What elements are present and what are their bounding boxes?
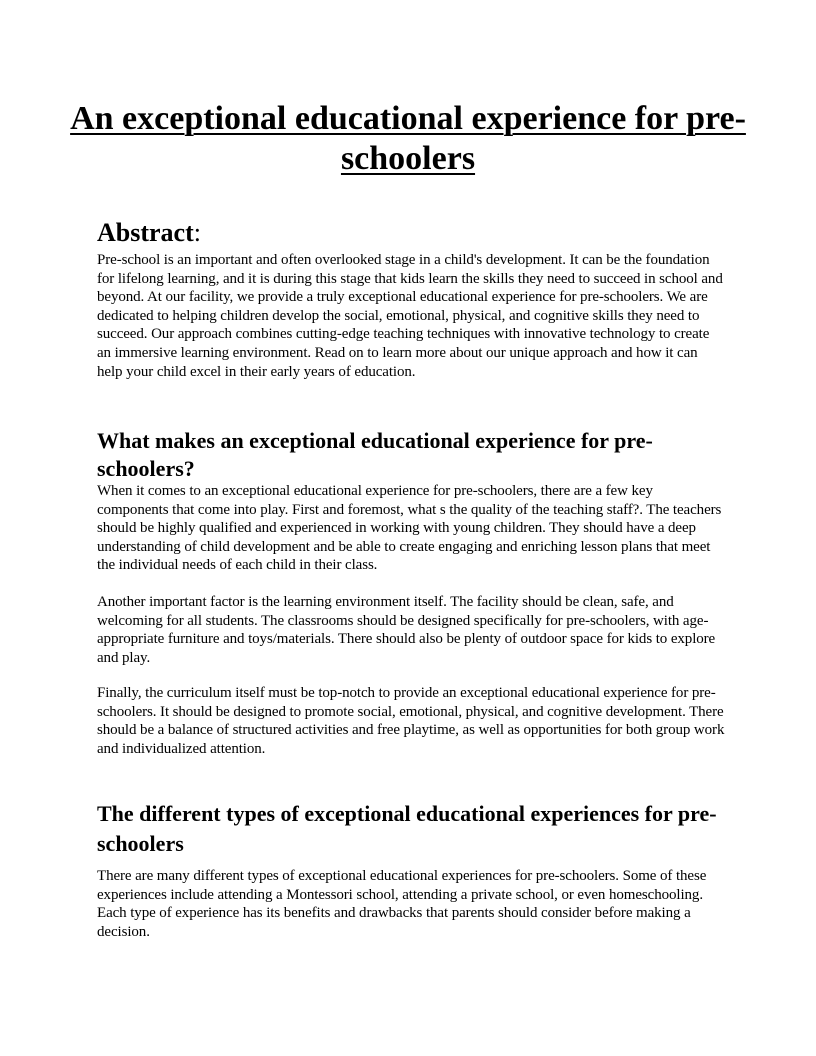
section-heading-different-types: The different types of exceptional educational experiences for pre-schoolers: [97, 801, 717, 856]
abstract-heading-text: Abstract: [97, 218, 194, 247]
section-1-paragraph-3: Finally, the curriculum itself must be top-notch to provide an exceptional educational experience for pre-schoolers. It should be designed to promote social, emotional, physical, and cognitive development. There should be a balance of structured activities and free playtime, as well as opportunities for both group work and individualized attention.: [97, 685, 725, 757]
abstract-paragraph: Pre-school is an important and often overlooked stage in a child's development. It can be the foundation for lifelong learning, and it is during this stage that kids learn the skills they need to succeed in school and beyond. At our facility, we provide a truly exceptional educational experience for pre-schoolers. We are dedicated to helping children develop the social, emotional, physical, and cognitive skills they need to succeed. Our approach combines cutting-edge teaching techniques with innovative technology to create an immersive learning environment. Read on to learn more about our unique approach and how it can help your child excel in their early years of education.: [97, 252, 723, 380]
section-2-paragraph-1: There are many different types of exceptional educational experiences for pre-schoolers. Some of these experiences include attending a Montessori school, attending a private school, or even homeschooling. Each type of experience has its benefits and drawbacks that parents should consider before making a decision.: [97, 868, 707, 940]
document-title: An exceptional educational experience for pre-schoolers: [70, 100, 746, 177]
section-1-paragraph-1: When it comes to an exceptional educational experience for pre-schoolers, there are a few key components that come into play. First and foremost, what s the quality of the teaching staff?. The teachers should be highly qualified and experienced in working with young children. They should have a deep understanding of child development and be able to create engaging and enriching lesson plans that meet the individual needs of each child in their class.: [97, 483, 722, 574]
section-heading-what-makes: What makes an exceptional educational experience for pre-schoolers?: [97, 428, 653, 481]
section-1-paragraph-2: Another important factor is the learning environment itself. The facility should be clean, safe, and welcoming for all students. The classrooms should be designed specifically for pre-schoolers, with age-appropriate furniture and toys/materials. There should also be plenty of outdoor space for kids to explore and play.: [97, 594, 716, 666]
abstract-heading-colon: :: [193, 218, 201, 247]
abstract-heading: [97, 217, 201, 249]
